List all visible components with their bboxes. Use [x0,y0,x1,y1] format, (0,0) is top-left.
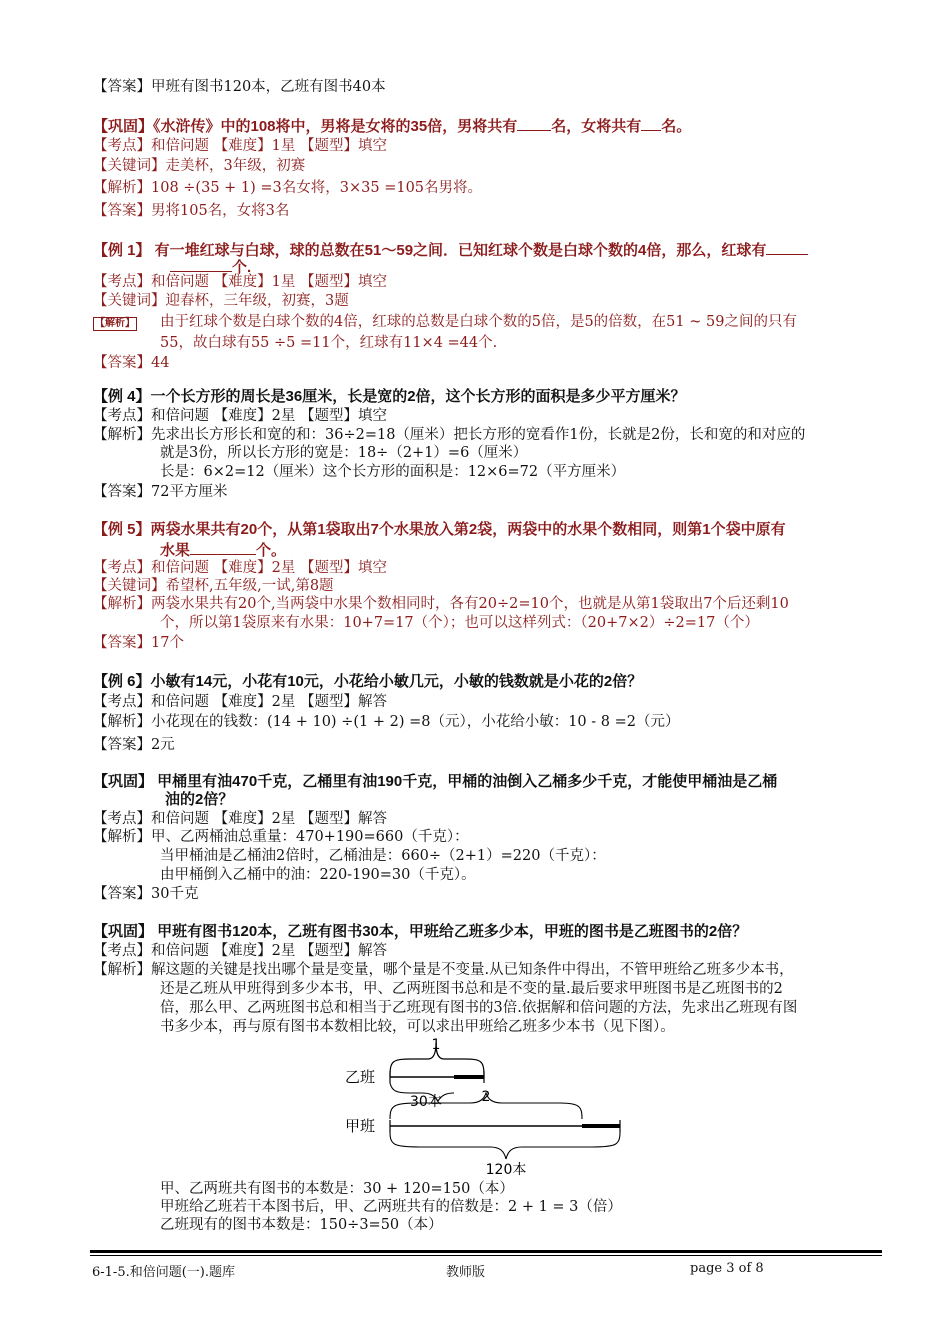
label-120-books: 120本 [485,1162,527,1177]
calc-line: 甲班给乙班若干本图书后，甲、乙两班共有的倍数是：2 + 1 = 3（倍） [160,1199,622,1215]
class-yi-label: 乙班 [345,1068,376,1086]
calc-line: 甲、乙两班共有图书的本数是：30 + 120=150（本） [160,1181,514,1197]
jiexi-text: 由于红球个数是白球个数的4倍，红球的总数是白球个数的5倍，是5的倍数，在51 ~ 59之间的只有 [160,314,797,330]
question-example-4: 【例 4】一个长方形的周长是36厘米，长是宽的2倍，这个长方形的面积是多少平方厘米？ [93,388,686,405]
jiexi-text: 个，所以第1袋原来有水果：10+7=17（个）；也可以这样列式：（20+7×2）÷2=17（个） [160,615,759,631]
jiexi-text: 还是乙班从甲班得到多少本书，甲、乙两班图书总和是不变的量.最后要求甲班图书是乙班图书的2 [160,981,783,997]
question-gonggu-oil: 【巩固】 甲桶里有油470千克，乙桶里有油190千克，甲桶的油倒入乙桶多少千克，才能使甲桶油是乙桶 [93,773,778,790]
brace-1-label: 1 [431,1037,441,1053]
footer-edition: 教师版 [446,1265,486,1280]
answer-line: 【答案】30千克 [93,886,199,902]
brace-120 [390,1132,620,1159]
kaodian-line: 【考点】和倍问题 【难度】2星 【题型】解答 [93,811,387,827]
kaodian-line: 【考点】和倍问题 【难度】2星 【题型】解答 [93,943,387,959]
jiexi-text: 倍，那么甲、乙两班图书总和相当于乙班现有图书的3倍.依据解和倍问题的方法，先求出乙班现有图 [160,1000,798,1016]
class-jia-label: 甲班 [345,1117,376,1135]
question-text: 名。 [661,118,692,135]
answer-blank [170,257,232,272]
jiexi-text: 55，故白球有55 ÷5 =11个，红球有11×4 =44个. [160,335,498,351]
answer-blank [766,240,808,255]
kaodian-line: 【考点】和倍问题 【难度】2星 【题型】填空 [93,408,387,424]
answer-line: 【答案】男将105名，女将3名 [93,203,290,219]
jiexi-line [93,312,141,332]
keywords-line: 【关键词】走美杯，3年级，初赛 [93,158,306,174]
jiexi-line: 【解析】先求出长方形长和宽的和：36÷2=18（厘米）把长方形的宽看作1份，长就是2份，长和宽的和对应的 [93,427,806,443]
question-text: 水果 [160,542,191,559]
answer-blank [641,116,661,131]
answer-blank [190,540,256,555]
question-gonggu-oil-cont: 油的2倍？ [165,791,234,808]
answer-line: 【答案】甲班有图书120本，乙班有图书40本 [93,79,386,95]
question-text: 个. [232,259,252,276]
answer-line: 【答案】72平方厘米 [93,484,228,500]
kaodian-line: 【考点】和倍问题 【难度】1星 【题型】填空 [93,138,387,154]
question-example-6: 【例 6】小敏有14元，小花有10元，小花给小敏几元，小敏的钱数就是小花的2倍？ [93,673,643,690]
footer-page-number: page 3 of 8 [690,1261,764,1276]
brace-2-label: 2 [481,1089,491,1105]
answer-line: 【答案】2元 [93,737,175,753]
keywords-line: 【关键词】希望杯,五年级,一试,第8题 [93,578,334,594]
jiexi-text: 就是3份，所以长方形的宽是：18÷（2+1）=6（厘米） [160,445,528,461]
calc-line: 乙班现有的图书本数是：150÷3=50（本） [160,1217,443,1233]
jiexi-text: 由甲桶倒入乙桶中的油：220-190=30（千克）。 [160,867,476,883]
jiexi-line: 【解析】甲、乙两桶油总重量：470+190=660（千克）： [93,829,469,845]
jiexi-icon: 【解析】 [95,318,135,329]
footer-title: 6-1-5.和倍问题(一).题库 [92,1265,236,1280]
jiexi-line: 【解析】小花现在的钱数：(14 + 10) ÷(1 + 2) =8（元），小花给小敏：10 - 8 =2（元） [93,714,680,730]
line-segment-diagram [330,1035,650,1177]
answer-line: 【答案】44 [93,355,170,371]
footer-rule [90,1250,882,1253]
question-text: 名，女将共有 [551,118,642,135]
question-gonggu-shuihu [93,116,691,137]
jiexi-line: 【解析】解这题的关键是找出哪个量是变量，哪个量是不变量.从已知条件中得出，不管甲班给乙班多少本书， [93,962,794,978]
question-text: 【巩固】《水浒传》中的108将中，男将是女将的35倍，男将共有 [93,118,518,135]
jiexi-line: 【解析】两袋水果共有20个,当两袋中水果个数相同时，各有20÷2=10个，也就是从第1袋取出7个后还剩10 [93,596,789,612]
footer-rule [90,1255,882,1256]
jiexi-text: 书多少本，再与原有图书本数相比较，可以求出甲班给乙班多少本书（见下图）。 [160,1019,675,1035]
question-text: 个。 [256,542,287,559]
kaodian-line: 【考点】和倍问题 【难度】2星 【题型】填空 [93,560,387,576]
jiexi-text: 当甲桶油是乙桶油2倍时，乙桶油是：660÷（2+1）=220（千克）： [160,848,606,864]
question-gonggu-books: 【巩固】 甲班有图书120本，乙班有图书30本，甲班给乙班多少本，甲班的图书是乙班图书的2倍？ [93,923,748,940]
question-text: 【例 1】 有一堆红球与白球，球的总数在51～59之间．已知红球个数是白球个数的4倍，那么，红球有 [93,242,767,259]
keywords-line: 【关键词】迎春杯，三年级，初赛，3题 [93,293,349,309]
jiexi-line: 【解析】108 ÷(35 + 1) =3名女将，3×35 =105名男将。 [93,180,483,196]
kaodian-line: 【考点】和倍问题 【难度】1星 【题型】填空 [93,274,387,290]
label-30-books: 30本 [410,1094,442,1110]
jiexi-text: 长是：6×2=12（厘米）这个长方形的面积是：12×6=72（平方厘米） [160,464,626,480]
question-example-5: 【例 5】两袋水果共有20个，从第1袋取出7个水果放入第2袋，两袋中的水果个数相同，则第1个袋中原有 [93,521,786,538]
kaodian-line: 【考点】和倍问题 【难度】2星 【题型】解答 [93,694,387,710]
answer-blank [517,116,551,131]
answer-line: 【答案】17个 [93,635,184,651]
